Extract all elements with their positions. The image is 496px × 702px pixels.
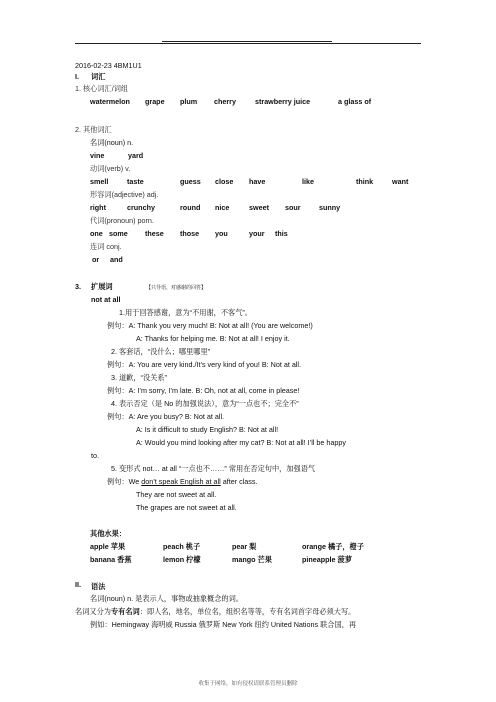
pronoun-word: these [145, 229, 164, 238]
example-line: They are not sweet at all. [136, 490, 217, 499]
pronoun-word: those [180, 229, 200, 238]
header-date: 2016-02-23 4BM1U1 [75, 61, 142, 70]
verb-word: like [302, 177, 314, 186]
example-line: A: Thanks for helping me. B: Not at all! I enjoy it. [136, 334, 290, 343]
other-fruits-title: 其他水果： [90, 529, 126, 538]
conjunction-word: and [110, 255, 123, 264]
noun-word: vine [90, 151, 105, 160]
noun-label: 名词(noun) n. [90, 138, 134, 147]
conjunction-word: or [92, 255, 100, 264]
noun-word: yard [128, 151, 144, 160]
verb-word: taste [127, 177, 144, 186]
header-rule-bottom [75, 43, 421, 44]
pronoun-word: one [90, 229, 103, 238]
verb-word: want [392, 177, 409, 186]
fruit-item: pear 梨 [232, 542, 257, 551]
fruit-item: peach 桃子 [163, 542, 201, 551]
key-phrase: not at all [91, 295, 121, 304]
section-2-number: II. [75, 580, 81, 589]
example-prefix: 例句：We [107, 477, 142, 486]
grammar-line [75, 607, 355, 616]
example-line: 例句：A: Are you busy? B: Not at all. [107, 412, 225, 421]
example-line [107, 477, 257, 486]
section-1-title: 词汇 [91, 72, 106, 81]
conjunction-label: 连词 conj. [90, 242, 122, 251]
other-vocab-label: 2. 其他词汇 [75, 125, 112, 134]
adjective-word: nice [215, 203, 230, 212]
pronoun-word: this [275, 229, 288, 238]
grammar-prefix: 名词又分为 [75, 607, 111, 616]
adjective-word: sunny [319, 203, 341, 212]
footer-disclaimer: 收集于网络，如有侵权请联系管理员删除 [198, 681, 298, 687]
example-line: 例句：A: You are very kind./It’s very kind of you! B: Not at all. [107, 360, 302, 369]
grammar-example-line: 例如：Hemingway 海明威 Russia 俄罗斯 New York 纽约 United Nations 联合国，再 [90, 620, 357, 629]
section-3-number: 3. [75, 282, 81, 291]
fruit-item: orange 橘子，橙子 [302, 542, 364, 551]
adjective-word: sweet [249, 203, 269, 212]
fruit-item: pineapple 菠萝 [302, 555, 352, 564]
example-line: 例句：A: Thank you very much! B: Not at all! (You are welcome!) [107, 321, 313, 330]
usage-line: 2. 客套话，“没什么；哪里哪里” [111, 347, 211, 356]
usage-line: 5. 变形式 not… at all “一点也不……” 常用在否定句中，加强语气 [111, 464, 316, 473]
example-line: The grapes are not sweet at all. [136, 503, 237, 512]
verb-word: think [356, 177, 374, 186]
verb-word: guess [180, 177, 201, 186]
pronoun-word: you [215, 229, 228, 238]
section-3-title: 扩展词 [91, 282, 113, 291]
adjective-word: sour [285, 203, 301, 212]
example-line: A: Would you mind looking after my cat? B: Not at all! I’ll be happy [136, 438, 347, 447]
adjective-word: right [90, 203, 106, 212]
core-word: strawberry juice [255, 97, 311, 106]
verb-word: close [215, 177, 234, 186]
pronoun-word: your [249, 229, 265, 238]
core-word: a glass of [338, 97, 372, 106]
core-word: grape [145, 97, 165, 106]
adjective-label: 形容词(adjective) adj. [90, 190, 159, 199]
usage-line: 1.用于回答感谢，意为“不用谢，不客气”。 [119, 308, 252, 317]
proper-noun-term: 专有名词 [110, 607, 140, 616]
core-word: watermelon [90, 97, 130, 106]
fruit-item: lemon 柠檬 [163, 555, 201, 564]
adjective-word: round [180, 203, 201, 212]
fruit-item: mango 芒果 [232, 555, 272, 564]
header-rule-top [162, 41, 332, 42]
example-line: A: Is it difficult to study English? B: Not at all! [136, 425, 279, 434]
adjective-word: crunchy [127, 203, 155, 212]
pronoun-word: some [109, 229, 128, 238]
usage-line: 3. 道歉，“没关系” [111, 373, 167, 382]
usage-line: 4. 表示否定（是 No 的加强说法），意为“一点也不；完全不” [111, 399, 299, 408]
core-vocab-label: 1. 核心词汇/词组 [75, 84, 129, 93]
pronoun-label: 代词(pronoun) porn. [90, 216, 154, 225]
grammar-line: 名词(noun) n. 是表示人，事物或抽象概念的词。 [90, 594, 243, 603]
fruit-item: banana 香蕉 [90, 555, 132, 564]
section-2-title: 语法 [91, 582, 106, 591]
core-word: plum [180, 97, 198, 106]
fruit-item: apple 苹果 [90, 542, 126, 551]
verb-word: smell [90, 177, 109, 186]
example-line: 例句：A: I’m sorry, I’m late. B: Oh, not at all, come in please! [107, 386, 300, 395]
underlined-phrase: don’t speak English at all [141, 477, 221, 486]
grammar-suffix: ：即人名，地名，单位名，组织名等等，专有名词首字母必须大写。 [139, 607, 356, 616]
verb-label: 动词(verb) v. [90, 164, 131, 173]
section-3-note: 【只导语，对感谢的回答】 [146, 285, 207, 291]
example-suffix: after class. [220, 477, 258, 486]
example-line-continuation: to. [91, 451, 99, 460]
section-1-number: I. [75, 72, 79, 81]
verb-word: have [249, 177, 266, 186]
core-word: cherry [214, 97, 236, 106]
